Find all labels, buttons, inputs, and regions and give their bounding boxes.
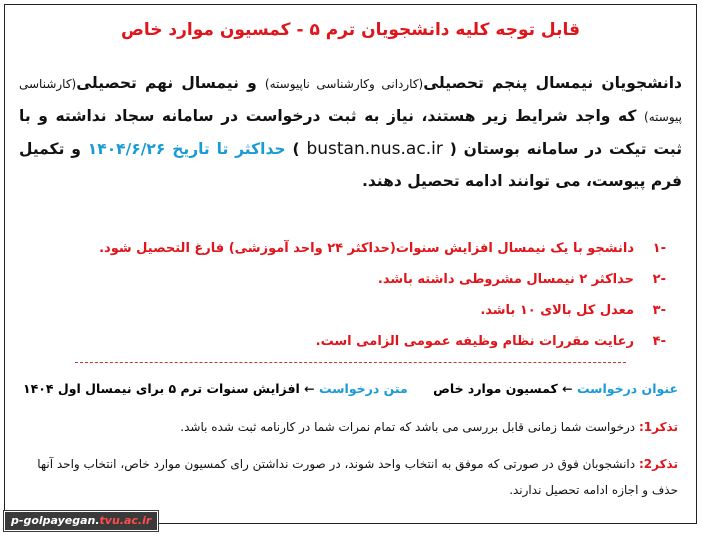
dashed-divider	[75, 362, 626, 363]
arrow-left-icon: ←	[562, 381, 573, 396]
deadline-text: حداکثر تا تاریخ ۱۴۰۴/۶/۲۶	[87, 140, 286, 158]
intro-part: )	[285, 140, 300, 158]
announcement-frame	[4, 4, 697, 524]
intro-part: و نیمسال نهم تحصیلی	[76, 74, 265, 92]
condition-number: -۴	[652, 334, 666, 349]
condition-number: -۱	[652, 241, 666, 256]
request-body-label: متن درخواست	[319, 381, 408, 396]
intro-part: و تکمیل فرم پیوست، می توانند ادامه تحصیل دهند.	[19, 140, 682, 190]
badge-prefix: p-golpayegan.	[11, 514, 100, 527]
condition-text: معدل کل بالای ۱۰ باشد.	[480, 303, 634, 318]
bustan-site-link[interactable]: bustan.nus.ac.ir	[299, 139, 450, 159]
note-1	[23, 420, 678, 434]
site-badge[interactable]	[4, 511, 158, 531]
condition-text: دانشجو با یک نیمسال افزایش سنوات(حداکثر ۲۴ واحد آموزشی) فارغ التحصیل شود.	[99, 241, 634, 256]
note-text: دانشجوبان فوق در صورتی که موفق به انتخاب واحد شوند، در صورت نداشتن رای کمسیون موارد خاص، انتخاب واحد آنها حذف و اجازه ادامه تحصیل ندارند.	[37, 457, 678, 497]
request-subject-label: عنوان درخواست	[576, 381, 678, 396]
condition-number: -۳	[652, 303, 666, 318]
intro-part-small: (کاردانی وکارشناسی ناپیوسته)	[264, 77, 424, 91]
request-body	[23, 381, 408, 396]
arrow-left-icon: ←	[304, 381, 315, 396]
condition-text: رعایت مقررات نظام وظیفه عمومی الزامی است.	[315, 334, 634, 349]
request-info-row	[23, 381, 678, 396]
intro-part: که واجد شرایط زیر هستند، نیاز به ثبت درخواست در سامانه سجاد نداشته و با ثبت تیکت در سامانه بوستان (	[19, 107, 683, 158]
condition-item	[25, 299, 666, 330]
badge-domain: tvu.ac.ir	[99, 514, 152, 527]
condition-item	[25, 237, 666, 268]
request-subject	[433, 381, 678, 396]
condition-item	[25, 330, 666, 361]
request-subject-value: کمسیون موارد خاص	[433, 381, 558, 396]
request-body-value: افزایش سنوات ترم ۵ برای نیمسال اول ۱۴۰۴	[23, 381, 300, 396]
condition-number: -۲	[652, 272, 666, 287]
intro-part: دانشجویان نیمسال پنجم تحصیلی	[423, 74, 682, 92]
intro-paragraph	[19, 67, 682, 197]
note-text: درخواست شما زمانی قابل بررسی می باشد که تمام نمرات شما در کارنامه ثبت شده باشد.	[180, 420, 639, 434]
note-2	[23, 451, 678, 503]
note-label: تذکر1:	[638, 420, 678, 434]
intro-part-small: (کارشناسی پیوسته)	[19, 77, 682, 124]
announcement-title: قابل توجه کلیه دانشجویان ترم ۵ - کمسیون موارد خاص	[120, 20, 581, 40]
condition-item	[25, 268, 666, 299]
conditions-list	[25, 237, 666, 361]
note-label: تذکر2:	[638, 457, 678, 471]
condition-text: حداکثر ۲ نیمسال مشروطی داشته باشد.	[377, 272, 634, 287]
